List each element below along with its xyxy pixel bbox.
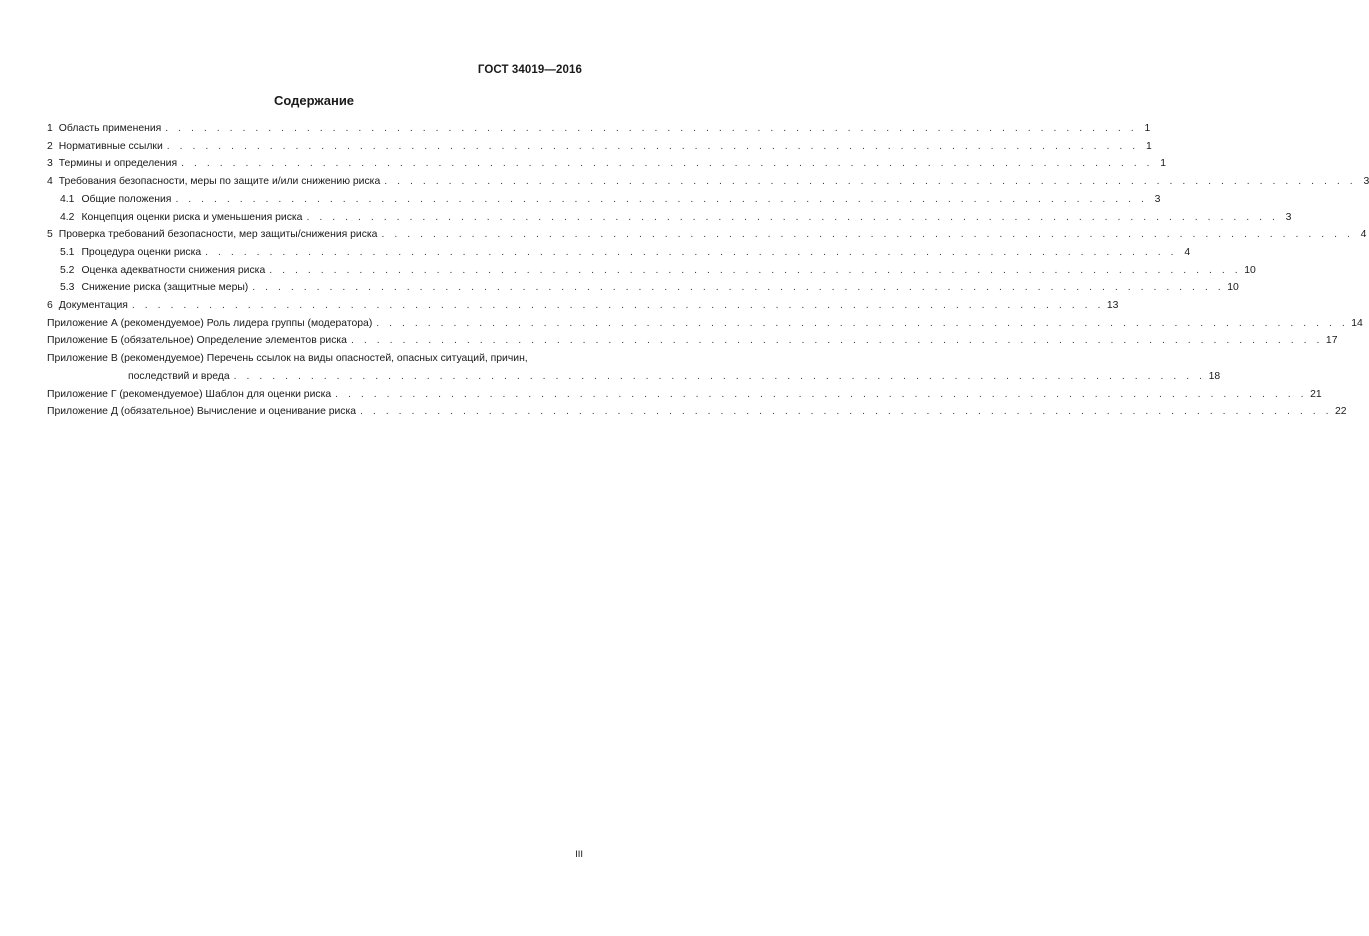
page-number: III [575, 849, 583, 860]
standard-code: ГОСТ 34019—2016 [477, 64, 582, 76]
toc-leader-dots: . . . . . . . . . . . . . . . . . . . . . . . . . . . . . . . . . . . . . . . . . . . . . . . . . . . . . . . . . . . . . . . . . . . . . . . . . . . . [269, 264, 1242, 276]
toc-entry-page: 10 [1227, 282, 1239, 294]
toc-title: Содержание [273, 93, 355, 108]
toc-entry-label: Требования безопасности, меры по защите и/или снижению риска [58, 176, 381, 188]
toc-entry-page: 10 [1244, 264, 1256, 276]
toc-entry-number: 5.3 [60, 282, 75, 294]
toc-entry-5-1[interactable] [47, 244, 1191, 262]
toc-entry-5[interactable] [47, 226, 1367, 244]
toc-leader-dots: . . . . . . . . . . . . . . . . . . . . . . . . . . . . . . . . . . . . . . . . . . . . . . . . . . . . . . . . . . . . . . . . . . . . . . . . . . . . [360, 406, 1333, 418]
toc-entry-1[interactable] [47, 120, 1151, 138]
toc-entry-appendix-g[interactable] [47, 386, 1322, 404]
toc-entry-5-2[interactable] [47, 262, 1256, 280]
toc-leader-dots: . . . . . . . . . . . . . . . . . . . . . . . . . . . . . . . . . . . . . . . . . . . . . . . . . . . . . . . . . . . . . . . . . . . . . . . . . . . . [350, 335, 1323, 347]
toc-entry-label: Проверка требований безопасности, мер защиты/снижения риска [58, 229, 378, 241]
toc-entry-label: Снижение риска (защитные меры) [81, 282, 249, 294]
toc-entry-page: 1 [1160, 158, 1167, 170]
toc-leader-dots: . . . . . . . . . . . . . . . . . . . . . . . . . . . . . . . . . . . . . . . . . . . . . . . . . . . . . . . . . . . . . . . . . . . . . . . . . . . . [252, 282, 1225, 294]
toc-entry-label-line2: последствий и вреда [128, 370, 230, 382]
toc-entry-label: Концепция оценки риска и уменьшения риска [81, 211, 303, 223]
toc-entry-page: 21 [1310, 388, 1322, 400]
toc-entry-page: 22 [1335, 406, 1347, 418]
toc-leader-dots: . . . . . . . . . . . . . . . . . . . . . . . . . . . . . . . . . . . . . . . . . . . . . . . . . . . . . . . . . . . . . . . . . . . . . . . . . . . . [131, 300, 1104, 312]
toc-entry-3[interactable] [47, 155, 1167, 173]
toc-entry-page: 1 [1144, 123, 1151, 134]
toc-entry-page: 1 [1145, 140, 1152, 152]
toc-entry-2[interactable] [47, 138, 1152, 156]
toc-leader-dots: . . . . . . . . . . . . . . . . . . . . . . . . . . . . . . . . . . . . . . . . . . . . . . . . . . . . . . . . . . . . . . . . . . . . . . . . . . . . [306, 211, 1279, 223]
toc-entry-page: 3 [1363, 176, 1369, 188]
toc-entry-6[interactable] [47, 297, 1119, 315]
toc-entry-number: 4.2 [60, 211, 75, 223]
toc-entry-label: Термины и определения [58, 158, 178, 170]
toc-entry-number: 2 [47, 140, 53, 152]
toc-entry-label: Процедура оценки риска [81, 246, 202, 258]
toc-entry-label: Оценка адекватности снижения риска [81, 264, 266, 276]
toc-entry-number: 3 [47, 158, 53, 170]
table-of-contents [47, 120, 1369, 421]
toc-leader-dots: . . . . . . . . . . . . . . . . . . . . . . . . . . . . . . . . . . . . . . . . . . . . . . . . . . . . . . . . . . . . . . . . . . . . . . . . . . . . [376, 317, 1349, 329]
toc-entry-label: Область применения [58, 123, 162, 134]
toc-leader-dots: . . . . . . . . . . . . . . . . . . . . . . . . . . . . . . . . . . . . . . . . . . . . . . . . . . . . . . . . . . . . . . . . . . . . . . . . . . . . [384, 176, 1357, 188]
toc-entry-appendix-d[interactable] [47, 403, 1347, 421]
toc-leader-dots: . . . . . . . . . . . . . . . . . . . . . . . . . . . . . . . . . . . . . . . . . . . . . . . . . . . . . . . . . . . . . . . . . . . . . . . . . . . . [335, 388, 1308, 400]
toc-entry-label: Документация [58, 300, 128, 312]
toc-entry-page: 13 [1106, 300, 1119, 312]
toc-entry-number: 5 [47, 229, 53, 241]
toc-entry-page: 18 [1208, 370, 1221, 382]
toc-entry-page: 14 [1351, 317, 1363, 329]
toc-leader-dots: . . . . . . . . . . . . . . . . . . . . . . . . . . . . . . . . . . . . . . . . . . . . . . . . . . . . . . . . . . . . . . . . . . . . . . . . . . . . [165, 123, 1138, 134]
toc-entry-appendix-a[interactable] [47, 315, 1363, 333]
toc-entry-page: 3 [1154, 193, 1161, 205]
toc-entry-page: 3 [1285, 211, 1292, 223]
toc-entry-page: 17 [1325, 335, 1338, 347]
toc-entry-page: 4 [1184, 246, 1191, 258]
toc-entry-number: 6 [47, 300, 53, 312]
toc-entry-number: 4 [47, 176, 53, 188]
toc-entry-4[interactable] [47, 173, 1369, 191]
toc-entry-label: Общие положения [81, 193, 172, 205]
toc-entry-number: 5.1 [60, 246, 75, 258]
toc-entry-label: Приложение Г (рекомендуемое) Шаблон для оценки риска [47, 388, 332, 400]
toc-entry-label: Приложение А (рекомендуемое) Роль лидера группы (модератора) [47, 317, 373, 329]
toc-entry-page: 4 [1360, 229, 1367, 241]
toc-entry-appendix-v[interactable] [47, 350, 1221, 385]
toc-entry-number: 1 [47, 123, 53, 134]
toc-entry-label-line1: Приложение В (рекомендуемое) Перечень ссылок на виды опасностей, опасных ситуаций, причин, [47, 353, 528, 365]
toc-entry-label: Приложение Д (обязательное) Вычисление и оценивание риска [47, 406, 357, 418]
toc-leader-dots: . . . . . . . . . . . . . . . . . . . . . . . . . . . . . . . . . . . . . . . . . . . . . . . . . . . . . . . . . . . . . . . . . . . . . . . . . . . . [166, 140, 1139, 152]
toc-entry-number: 4.1 [60, 193, 75, 205]
toc-leader-dots: . . . . . . . . . . . . . . . . . . . . . . . . . . . . . . . . . . . . . . . . . . . . . . . . . . . . . . . . . . . . . . . . . . . . . . . . . . . . [381, 229, 1354, 241]
toc-entry-4-1[interactable] [47, 191, 1161, 209]
toc-entry-label: Приложение Б (обязательное) Определение элементов риска [47, 335, 347, 347]
toc-entry-5-3[interactable] [47, 279, 1239, 297]
toc-entry-label: Нормативные ссылки [58, 140, 163, 152]
toc-leader-dots: . . . . . . . . . . . . . . . . . . . . . . . . . . . . . . . . . . . . . . . . . . . . . . . . . . . . . . . . . . . . . . . . . . . . . . . . . . . . [233, 370, 1206, 382]
toc-leader-dots: . . . . . . . . . . . . . . . . . . . . . . . . . . . . . . . . . . . . . . . . . . . . . . . . . . . . . . . . . . . . . . . . . . . . . . . . . . . . [205, 246, 1178, 258]
toc-leader-dots: . . . . . . . . . . . . . . . . . . . . . . . . . . . . . . . . . . . . . . . . . . . . . . . . . . . . . . . . . . . . . . . . . . . . . . . . . . . . [181, 158, 1154, 170]
toc-entry-4-2[interactable] [47, 209, 1292, 227]
toc-entry-number: 5.2 [60, 264, 75, 276]
toc-entry-appendix-b[interactable] [47, 332, 1338, 350]
toc-leader-dots: . . . . . . . . . . . . . . . . . . . . . . . . . . . . . . . . . . . . . . . . . . . . . . . . . . . . . . . . . . . . . . . . . . . . . . . . . . . . [175, 193, 1148, 205]
